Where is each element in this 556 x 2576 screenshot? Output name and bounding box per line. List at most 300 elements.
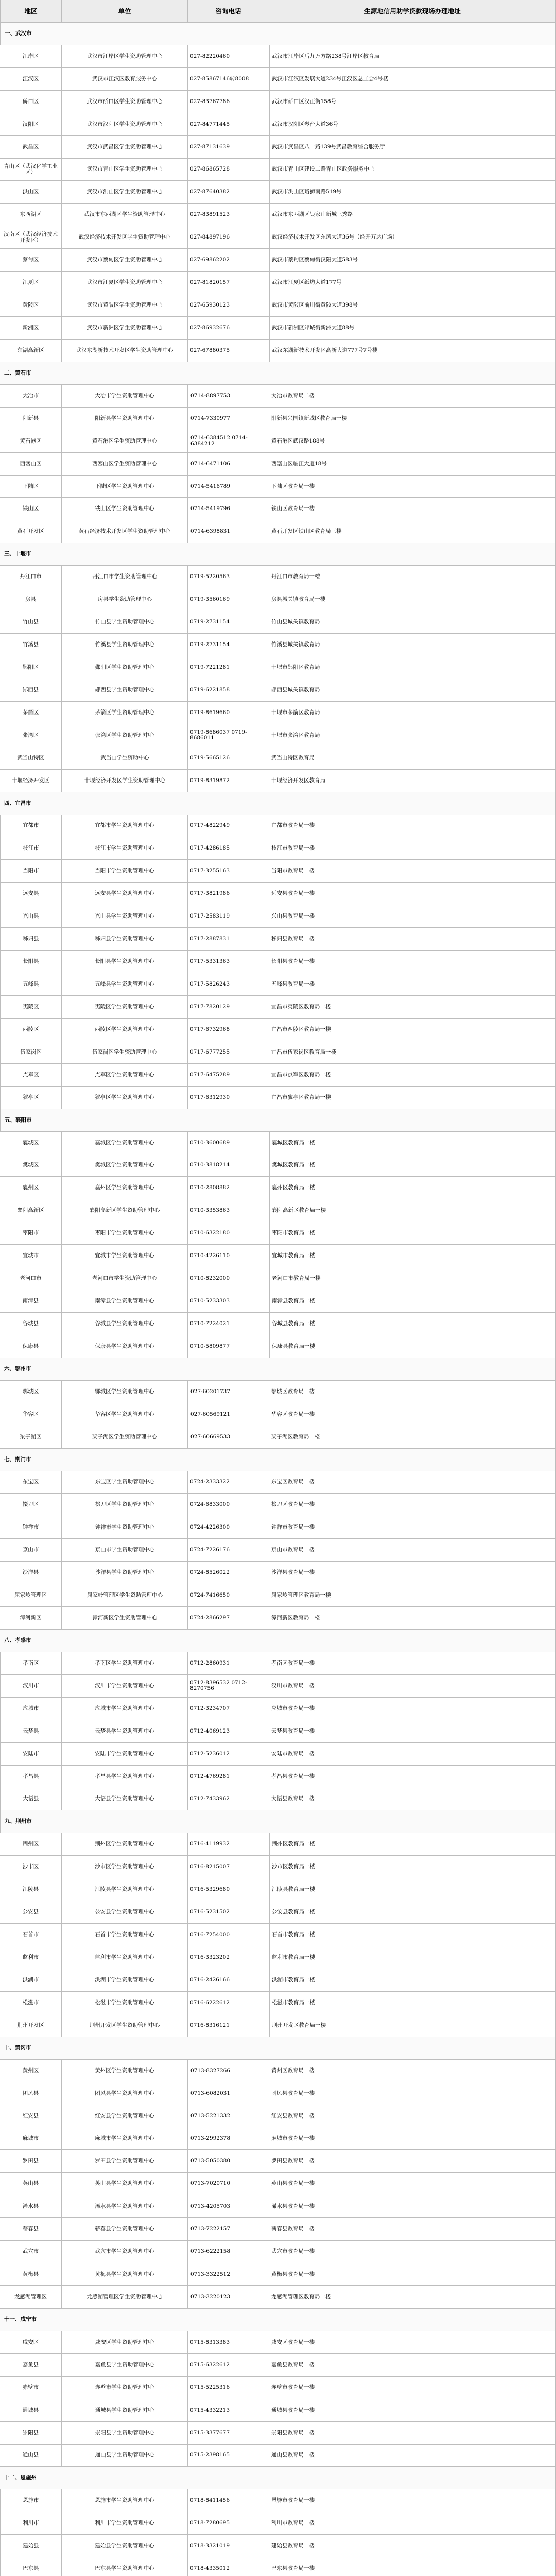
address-cell: 黄石港区武汉路188号 [269,430,556,453]
region-cell: 青山区（武汉化学工业区） [0,159,62,181]
region-cell: 长阳县 [0,951,62,973]
region-cell: 沙市区 [0,1856,62,1878]
phone-cell: 0719-2731154 [188,611,269,634]
phone-cell: 0717-2887831 [188,928,269,951]
phone-cell: 0713-6082031 [188,2082,269,2105]
unit-cell: 下陆区学生资助管理中心 [62,476,188,498]
phone-cell: 0716-5329680 [188,1878,269,1901]
region-cell: 大冶市 [0,385,62,408]
section-title: 十一、咸宁市 [0,2309,556,2331]
address-cell: 黄石开发区铁山区教育局三楼 [269,520,556,543]
address-cell: 恩施市教育局一楼 [269,2489,556,2512]
address-cell: 公安县教育局一楼 [269,1901,556,1924]
unit-cell: 安陆市学生资助管理中心 [62,1743,188,1766]
unit-cell: 武当山学生资助中心 [62,747,188,770]
address-cell: 通山县教育局一楼 [269,2445,556,2467]
address-cell: 英山县教育局一楼 [269,2173,556,2195]
phone-cell: 0716-8215007 [188,1856,269,1878]
address-cell: 荆州开发区教育局一楼 [269,2014,556,2037]
address-cell: 鄂城区教育局一楼 [269,1381,556,1403]
phone-cell: 027-67880375 [188,340,269,362]
phone-cell: 0712-8396532 0712-8270756 [188,1675,269,1698]
address-cell: 孝南区教育局一楼 [269,1652,556,1675]
region-cell: 巴东县 [0,2557,62,2576]
region-cell: 郧西县 [0,679,62,702]
unit-cell: 荆州开发区学生资助管理中心 [62,2014,188,2037]
address-cell: 安陆市教育局一楼 [269,1743,556,1766]
region-cell: 建始县 [0,2535,62,2557]
address-cell: 丹江口市教育局一楼 [269,566,556,588]
phone-cell: 0718-8411456 [188,2489,269,2512]
address-cell: 宜昌市伍家岗区教育局一楼 [269,1041,556,1064]
phone-cell: 0724-2866297 [188,1607,269,1630]
phone-cell: 027-69862202 [188,249,269,272]
region-cell: 江岸区 [0,45,62,68]
address-cell: 团风县教育局一楼 [269,2082,556,2105]
address-cell: 宜昌市猇亭区教育局一楼 [269,1087,556,1109]
region-cell: 夷陵区 [0,996,62,1019]
unit-cell: 丹江口市学生资助管理中心 [62,566,188,588]
region-cell: 宜都市 [0,815,62,838]
region-cell: 武穴市 [0,2241,62,2263]
unit-cell: 宜都市学生资助管理中心 [62,815,188,838]
address-cell: 十堰市郧阳区教育局 [269,656,556,679]
unit-cell: 阳新县学生资助管理中心 [62,408,188,430]
phone-cell: 0713-8327266 [188,2060,269,2082]
region-cell: 汉阳区 [0,113,62,136]
region-cell: 利川市 [0,2512,62,2535]
unit-cell: 黄梅县学生资助管理中心 [62,2263,188,2286]
phone-cell: 0710-7224021 [188,1313,269,1335]
address-cell: 武汉市东西湖区吴家山新城三秀路 [269,204,556,226]
unit-cell: 张湾区学生资助管理中心 [62,724,188,747]
address-cell: 武汉市新洲区邾城街新洲大道88号 [269,317,556,340]
region-cell: 茅箭区 [0,702,62,724]
address-cell: 武汉经济技术开发区东风大道36号（经开万达广场） [269,226,556,249]
phone-cell: 0710-5233303 [188,1290,269,1313]
address-cell: 武汉市江夏区纸坊大道177号 [269,272,556,294]
unit-cell: 长阳县学生资助管理中心 [62,951,188,973]
address-cell: 郧西县城关镇教育局 [269,679,556,702]
unit-cell: 钟祥市学生资助管理中心 [62,1516,188,1539]
unit-cell: 京山市学生资助管理中心 [62,1539,188,1562]
unit-cell: 黄石港区学生资助管理中心 [62,430,188,453]
region-cell: 襄州区 [0,1177,62,1199]
address-cell: 宜昌市点军区教育局一楼 [269,1064,556,1087]
unit-cell: 鄂城区学生资助管理中心 [62,1381,188,1403]
header-address: 生源地信用助学贷款现场办理地址 [269,0,556,23]
unit-cell: 武汉市武昌区学生资助管理中心 [62,136,188,159]
region-cell: 铁山区 [0,498,62,520]
region-cell: 京山市 [0,1539,62,1562]
phone-cell: 027-60669533 [188,1426,269,1449]
address-cell: 武穴市教育局一楼 [269,2241,556,2263]
region-cell: 黄梅县 [0,2263,62,2286]
region-cell: 黄石港区 [0,430,62,453]
phone-cell: 0714-6398831 [188,520,269,543]
region-cell: 房县 [0,588,62,611]
address-cell: 远安县教育局一楼 [269,883,556,905]
address-cell: 宜城市教育局一楼 [269,1245,556,1267]
region-cell: 阳新县 [0,408,62,430]
address-cell: 谷城县教育局一楼 [269,1313,556,1335]
region-cell: 新洲区 [0,317,62,340]
region-cell: 武当山特区 [0,747,62,770]
phone-cell: 0712-3234707 [188,1698,269,1720]
unit-cell: 江陵县学生资助管理中心 [62,1878,188,1901]
address-cell: 浠水县教育局一楼 [269,2195,556,2218]
section-title: 三、十堰市 [0,543,556,566]
unit-cell: 龙感湖管理区学生资助管理中心 [62,2286,188,2309]
address-cell: 屈家岭管理区教育局一楼 [269,1584,556,1607]
phone-cell: 0717-7820129 [188,996,269,1019]
section-title: 六、鄂州市 [0,1358,556,1381]
unit-cell: 点军区学生资助管理中心 [62,1064,188,1087]
region-cell: 秭归县 [0,928,62,951]
address-cell: 洪湖市教育局一楼 [269,1969,556,1992]
unit-cell: 猇亭区学生资助管理中心 [62,1087,188,1109]
phone-cell: 0716-3323202 [188,1946,269,1969]
address-cell: 枝江市教育局一楼 [269,837,556,860]
region-cell: 西陵区 [0,1019,62,1041]
address-cell: 利川市教育局一楼 [269,2512,556,2535]
region-cell: 罗田县 [0,2150,62,2173]
region-cell: 英山县 [0,2173,62,2195]
section-title: 一、武汉市 [0,23,556,45]
address-cell: 武汉市江岸区后九万方路238号江岸区教育局 [269,45,556,68]
phone-cell: 0713-6222158 [188,2241,269,2263]
region-cell: 下陆区 [0,476,62,498]
region-cell: 远安县 [0,883,62,905]
phone-cell: 0710-2808882 [188,1177,269,1199]
unit-cell: 洪湖市学生资助管理中心 [62,1969,188,1992]
region-cell: 江汉区 [0,68,62,91]
region-cell: 东宝区 [0,1471,62,1494]
address-cell: 武汉市蔡甸区蔡甸街汉阳大道583号 [269,249,556,272]
region-cell: 浠水县 [0,2195,62,2218]
address-cell: 咸安区教育局一楼 [269,2331,556,2354]
region-cell: 洪湖市 [0,1969,62,1992]
unit-cell: 武汉市硚口区学生资助管理中心 [62,91,188,113]
unit-cell: 襄州区学生资助管理中心 [62,1177,188,1199]
address-cell: 通城县教育局一楼 [269,2399,556,2422]
address-cell: 武当山特区教育局 [269,747,556,770]
phone-cell: 0717-6732968 [188,1019,269,1041]
address-cell: 西塞山区临江大道18号 [269,453,556,476]
region-cell: 安陆市 [0,1743,62,1766]
unit-cell: 沙市区学生资助管理中心 [62,1856,188,1878]
phone-cell: 0724-6833000 [188,1494,269,1516]
phone-cell: 0724-4226300 [188,1516,269,1539]
address-cell: 嘉鱼县教育局一楼 [269,2354,556,2377]
region-cell: 洪山区 [0,181,62,204]
phone-cell: 0717-6777255 [188,1041,269,1064]
unit-cell: 樊城区学生资助管理中心 [62,1154,188,1177]
unit-cell: 郧阳区学生资助管理中心 [62,656,188,679]
address-cell: 监利市教育局一楼 [269,1946,556,1969]
phone-cell: 0710-5809877 [188,1335,269,1358]
region-cell: 荆州开发区 [0,2014,62,2037]
phone-cell: 027-87640382 [188,181,269,204]
phone-cell: 0712-4069123 [188,1720,269,1743]
region-cell: 黄陂区 [0,294,62,317]
address-cell: 秭归县教育局一楼 [269,928,556,951]
phone-cell: 0714-6471106 [188,453,269,476]
phone-cell: 0717-3821986 [188,883,269,905]
phone-cell: 0719-8686037 0719-8686011 [188,724,269,747]
region-cell: 孝昌县 [0,1766,62,1788]
phone-cell: 027-60201737 [188,1381,269,1403]
region-cell: 咸安区 [0,2331,62,2354]
region-cell: 当阳市 [0,860,62,883]
section-title: 八、孝感市 [0,1630,556,1652]
address-cell: 十堰市张湾区教育局 [269,724,556,747]
unit-cell: 松滋市学生资助管理中心 [62,1992,188,2014]
address-cell: 老河口市教育局一楼 [269,1267,556,1290]
phone-cell: 027-83891523 [188,204,269,226]
phone-cell: 0715-3377677 [188,2422,269,2445]
region-cell: 樊城区 [0,1154,62,1177]
unit-cell: 监利市学生资助管理中心 [62,1946,188,1969]
region-cell: 漳河新区 [0,1607,62,1630]
unit-cell: 崇阳县学生资助管理中心 [62,2422,188,2445]
address-cell: 赤壁市教育局一楼 [269,2377,556,2399]
address-cell: 武汉东湖新技术开发区高新大道777号7号楼 [269,340,556,362]
unit-cell: 公安县学生资助管理中心 [62,1901,188,1924]
unit-cell: 武汉经济技术开发区学生资助管理中心 [62,226,188,249]
region-cell: 云梦县 [0,1720,62,1743]
region-cell: 江陵县 [0,1878,62,1901]
phone-cell: 0714-8897753 [188,385,269,408]
address-cell: 竹山县城关镇教育局 [269,611,556,634]
phone-cell: 0710-3353863 [188,1199,269,1222]
region-cell: 松滋市 [0,1992,62,2014]
address-cell: 江陵县教育局一楼 [269,1878,556,1901]
address-cell: 红安县教育局一楼 [269,2105,556,2128]
phone-cell: 027-84897196 [188,226,269,249]
section-title: 五、襄阳市 [0,1109,556,1132]
phone-cell: 0718-3321019 [188,2535,269,2557]
phone-cell: 0724-7416650 [188,1584,269,1607]
phone-cell: 0714-5419796 [188,498,269,520]
phone-cell: 027-85867146转8008 [188,68,269,91]
address-cell: 武汉市洪山区珞狮南路519号 [269,181,556,204]
unit-cell: 武汉市青山区学生资助管理中心 [62,159,188,181]
region-cell: 团风县 [0,2082,62,2105]
region-cell: 保康县 [0,1335,62,1358]
phone-cell: 0724-7226176 [188,1539,269,1562]
address-cell: 襄城区教育局一楼 [269,1132,556,1155]
address-cell: 京山市教育局一楼 [269,1539,556,1562]
region-cell: 十堰经济开发区 [0,770,62,792]
unit-cell: 云梦县学生资助管理中心 [62,1720,188,1743]
address-cell: 长阳县教育局一楼 [269,951,556,973]
unit-cell: 襄城区学生资助管理中心 [62,1132,188,1155]
unit-cell: 嘉鱼县学生资助管理中心 [62,2354,188,2377]
address-cell: 襄州区教育局一楼 [269,1177,556,1199]
unit-cell: 房县学生资助管理中心 [62,588,188,611]
phone-cell: 0716-2426166 [188,1969,269,1992]
unit-cell: 竹山县学生资助管理中心 [62,611,188,634]
unit-cell: 武汉市蔡甸区学生资助管理中心 [62,249,188,272]
address-cell: 龙感湖管理区教育局一楼 [269,2286,556,2309]
address-cell: 漳河新区教育局一楼 [269,1607,556,1630]
region-cell: 赤壁市 [0,2377,62,2399]
address-cell: 罗田县教育局一楼 [269,2150,556,2173]
unit-cell: 荆州区学生资助管理中心 [62,1833,188,1856]
phone-cell: 0716-7254000 [188,1924,269,1946]
region-cell: 嘉鱼县 [0,2354,62,2377]
unit-cell: 枣阳市学生资助管理中心 [62,1222,188,1245]
region-cell: 蕲春县 [0,2218,62,2241]
address-cell: 麻城市教育局一楼 [269,2127,556,2150]
phone-cell: 0710-3600689 [188,1132,269,1155]
region-cell: 屈家岭管理区 [0,1584,62,1607]
region-cell: 梁子湖区 [0,1426,62,1449]
region-cell: 南漳县 [0,1290,62,1313]
phone-cell: 0710-3818214 [188,1154,269,1177]
address-cell: 下陆区教育局一楼 [269,476,556,498]
region-cell: 枣阳市 [0,1222,62,1245]
phone-cell: 0719-5220563 [188,566,269,588]
address-cell: 沙市区教育局一楼 [269,1856,556,1878]
address-cell: 兴山县教育局一楼 [269,905,556,928]
phone-cell: 027-81820157 [188,272,269,294]
region-cell: 通城县 [0,2399,62,2422]
phone-cell: 0715-6322612 [188,2354,269,2377]
region-cell: 荆州区 [0,1833,62,1856]
address-cell: 梁子湖区教育局一楼 [269,1426,556,1449]
unit-cell: 当阳市学生资助管理中心 [62,860,188,883]
region-cell: 竹溪县 [0,634,62,656]
unit-cell: 赤壁市学生资助管理中心 [62,2377,188,2399]
unit-cell: 秭归县学生资助管理中心 [62,928,188,951]
unit-cell: 罗田县学生资助管理中心 [62,2150,188,2173]
phone-cell: 0719-3560169 [188,588,269,611]
unit-cell: 通山县学生资助管理中心 [62,2445,188,2467]
phone-cell: 027-83767786 [188,91,269,113]
section-title: 四、宜昌市 [0,792,556,815]
unit-cell: 谷城县学生资助管理中心 [62,1313,188,1335]
region-cell: 点军区 [0,1064,62,1087]
section-title: 十、黄冈市 [0,2037,556,2060]
address-cell: 黄梅县教育局一楼 [269,2263,556,2286]
region-cell: 东湖高新区 [0,340,62,362]
unit-cell: 武汉东湖新技术开发区学生资助管理中心 [62,340,188,362]
address-cell: 大冶市教育局二楼 [269,385,556,408]
unit-cell: 石首市学生资助管理中心 [62,1924,188,1946]
section-title: 七、荆门市 [0,1449,556,1471]
phone-cell: 0715-5225316 [188,2377,269,2399]
phone-cell: 0712-5236012 [188,1743,269,1766]
region-cell: 郧阳区 [0,656,62,679]
unit-cell: 孝南区学生资助管理中心 [62,1652,188,1675]
phone-cell: 0713-3322512 [188,2263,269,2286]
phone-cell: 0719-2731154 [188,634,269,656]
region-cell: 蔡甸区 [0,249,62,272]
unit-cell: 咸安区学生资助管理中心 [62,2331,188,2354]
address-cell: 阳新县兴国镇新城区教育局一楼 [269,408,556,430]
region-cell: 黄石开发区 [0,520,62,543]
region-cell: 东西湖区 [0,204,62,226]
phone-cell: 0713-3220123 [188,2286,269,2309]
unit-cell: 麻城市学生资助管理中心 [62,2127,188,2150]
region-cell: 张湾区 [0,724,62,747]
address-cell: 建始县教育局一楼 [269,2535,556,2557]
region-cell: 西塞山区 [0,453,62,476]
address-cell: 孝昌县教育局一楼 [269,1766,556,1788]
phone-cell: 0710-4226110 [188,1245,269,1267]
unit-cell: 华容区学生资助管理中心 [62,1403,188,1426]
address-cell: 房县城关镇教育局一楼 [269,588,556,611]
region-cell: 江夏区 [0,272,62,294]
region-cell: 监利市 [0,1946,62,1969]
unit-cell: 武汉市汉阳区学生资助管理中心 [62,113,188,136]
address-cell: 南漳县教育局一楼 [269,1290,556,1313]
address-cell: 竹溪县城关镇教育局 [269,634,556,656]
header-phone: 咨询电话 [188,0,269,23]
unit-cell: 武汉市洪山区学生资助管理中心 [62,181,188,204]
region-cell: 竹山县 [0,611,62,634]
section-title: 十二、恩施州 [0,2467,556,2489]
address-cell: 枣阳市教育局一楼 [269,1222,556,1245]
region-cell: 五峰县 [0,973,62,996]
address-cell: 东宝区教育局一楼 [269,1471,556,1494]
address-cell: 崇阳县教育局一楼 [269,2422,556,2445]
phone-cell: 0717-4286185 [188,837,269,860]
region-cell: 硚口区 [0,91,62,113]
phone-cell: 0716-4119932 [188,1833,269,1856]
unit-cell: 宜城市学生资助管理中心 [62,1245,188,1267]
unit-cell: 漳河新区学生资助管理中心 [62,1607,188,1630]
phone-cell: 0717-5826243 [188,973,269,996]
unit-cell: 梁子湖区学生资助管理中心 [62,1426,188,1449]
region-cell: 应城市 [0,1698,62,1720]
phone-cell: 0710-6322180 [188,1222,269,1245]
unit-cell: 恩施市学生资助管理中心 [62,2489,188,2512]
unit-cell: 应城市学生资助管理中心 [62,1698,188,1720]
phone-cell: 0710-8232000 [188,1267,269,1290]
phone-cell: 0712-4769281 [188,1766,269,1788]
phone-cell: 0717-5331363 [188,951,269,973]
unit-cell: 建始县学生资助管理中心 [62,2535,188,2557]
unit-cell: 兴山县学生资助管理中心 [62,905,188,928]
region-cell: 公安县 [0,1901,62,1924]
region-cell: 龙感湖管理区 [0,2286,62,2309]
unit-cell: 竹溪县学生资助管理中心 [62,634,188,656]
region-cell: 恩施市 [0,2489,62,2512]
address-cell: 汉川市教育局一楼 [269,1675,556,1698]
address-cell: 当阳市教育局一楼 [269,860,556,883]
unit-cell: 汉川市学生资助管理中心 [62,1675,188,1698]
region-cell: 宜城市 [0,1245,62,1267]
unit-cell: 西陵区学生资助管理中心 [62,1019,188,1041]
region-cell: 枝江市 [0,837,62,860]
address-cell: 荆州区教育局一楼 [269,1833,556,1856]
unit-cell: 枝江市学生资助管理中心 [62,837,188,860]
unit-cell: 黄州区学生资助管理中心 [62,2060,188,2082]
unit-cell: 武汉市黄陂区学生资助管理中心 [62,294,188,317]
unit-cell: 英山县学生资助管理中心 [62,2173,188,2195]
phone-cell: 0714-7330977 [188,408,269,430]
phone-cell: 0715-8313383 [188,2331,269,2354]
header-region: 地区 [0,0,62,23]
unit-cell: 十堰经济开发区学生资助管理中心 [62,770,188,792]
phone-cell: 0713-5221332 [188,2105,269,2128]
phone-cell: 0719-8319872 [188,770,269,792]
phone-cell: 0712-2860931 [188,1652,269,1675]
address-cell: 武汉市武昌区八一路139号武昌教育综合服务厅 [269,136,556,159]
